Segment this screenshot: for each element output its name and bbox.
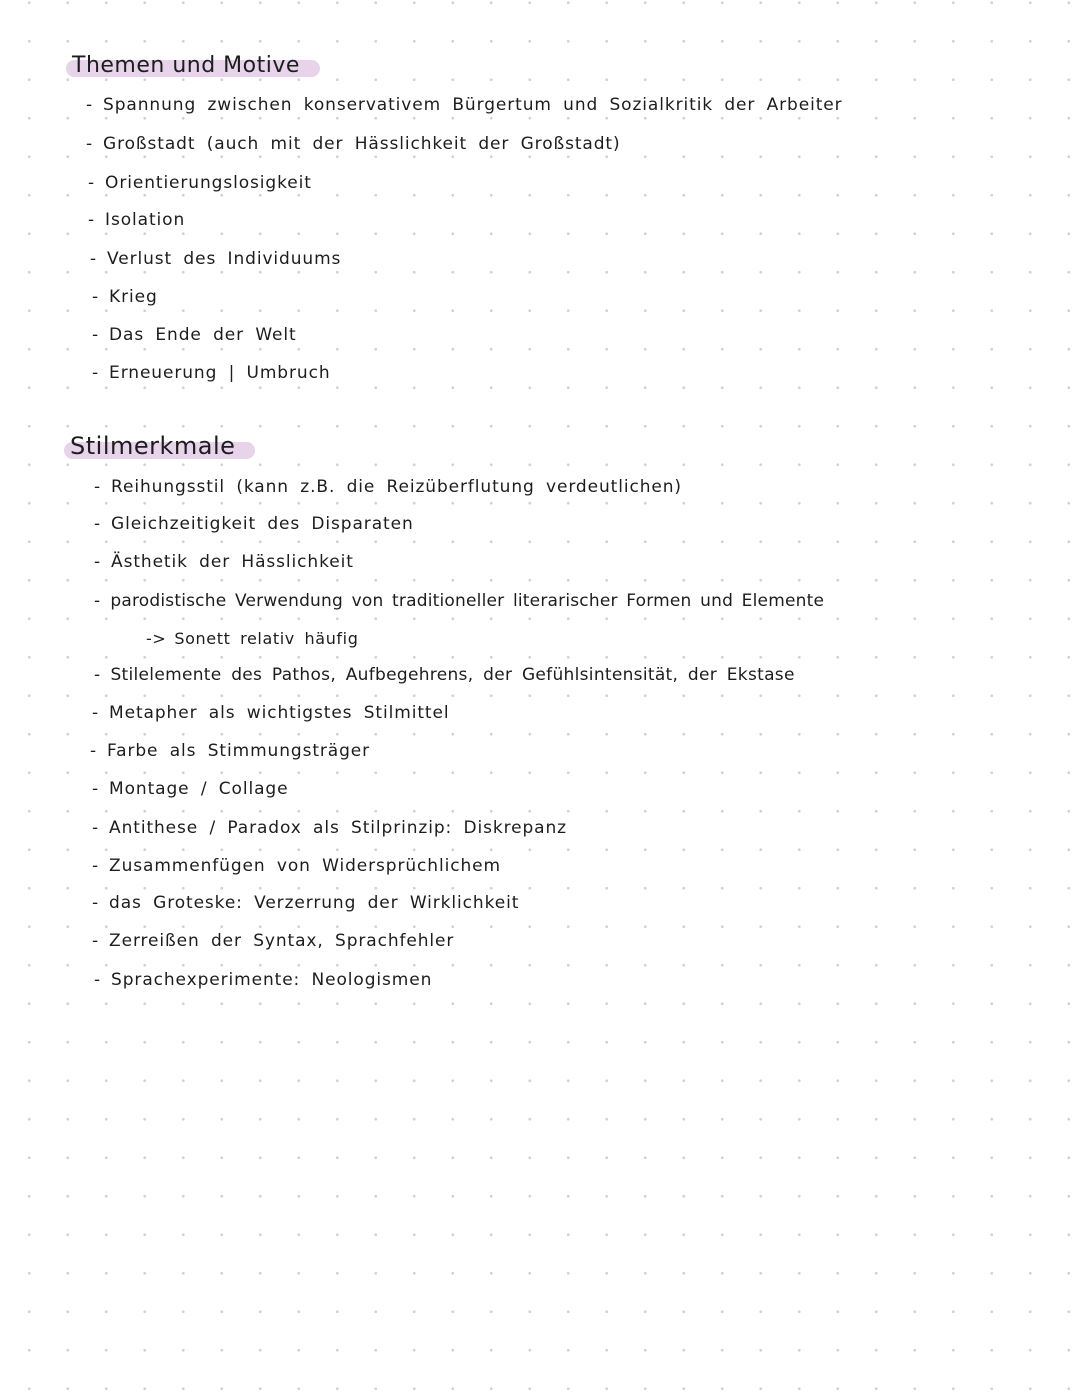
list-item — [92, 703, 449, 723]
sub-note — [146, 629, 358, 648]
bullet-dash: - — [94, 552, 102, 572]
bullet-dash: - — [92, 363, 100, 383]
list-item — [94, 552, 354, 572]
list-item-text: Krieg — [109, 287, 158, 307]
section-heading-stilmerkmale — [64, 432, 255, 460]
list-item-text: Verlust des Individuums — [107, 249, 342, 269]
section-heading-themen — [66, 53, 320, 78]
list-item — [92, 325, 297, 345]
list-item-text: Stilelemente des Pathos, Aufbegehrens, der Gefühlsintensität, der Ekstase — [110, 665, 795, 685]
bullet-dash: - — [92, 779, 100, 799]
list-item — [92, 931, 454, 951]
list-item — [88, 210, 185, 230]
list-item — [86, 95, 843, 115]
list-item-text: Antithese / Paradox als Stilprinzip: Diskrepanz — [109, 818, 567, 838]
bullet-dash: - — [94, 970, 102, 990]
list-item — [90, 741, 370, 761]
bullet-dash: - — [92, 856, 100, 876]
bullet-dash: - — [86, 95, 94, 115]
list-item — [92, 818, 567, 838]
bullet-dash: - — [92, 931, 100, 951]
list-item-text: Metapher als wichtigstes Stilmittel — [109, 703, 450, 723]
list-item — [92, 779, 288, 799]
list-item — [94, 477, 682, 497]
list-item-text: Zerreißen der Syntax, Sprachfehler — [109, 931, 455, 951]
list-item — [86, 134, 621, 154]
bullet-dash: - — [92, 287, 100, 307]
list-item-text: Reihungsstil (kann z.B. die Reizüberflutung verdeutlichen) — [111, 477, 682, 497]
list-item-text: Sprachexperimente: Neologismen — [111, 970, 433, 990]
bullet-dash: - — [94, 591, 101, 611]
list-item-text: parodistische Verwendung von traditioneller literarischer Formen und Elemente — [110, 591, 825, 611]
sub-note-text: Sonett relativ häufig — [174, 629, 359, 648]
bullet-dash: - — [92, 325, 100, 345]
bullet-dash: - — [94, 477, 102, 497]
arrow-icon: -> — [146, 629, 167, 648]
list-item-text: Das Ende der Welt — [109, 325, 297, 345]
list-item-text: Zusammenfügen von Widersprüchlichem — [109, 856, 501, 876]
list-item — [92, 893, 519, 913]
list-item-text: Montage / Collage — [109, 779, 289, 799]
list-item — [94, 591, 824, 611]
bullet-dash: - — [90, 249, 98, 269]
list-item-text: Farbe als Stimmungsträger — [107, 741, 371, 761]
list-item — [94, 514, 414, 534]
bullet-dash: - — [86, 134, 94, 154]
list-item-text: Gleichzeitigkeit des Disparaten — [111, 514, 414, 534]
list-item-text: Orientierungslosigkeit — [105, 173, 312, 193]
list-item-text: Erneuerung | Umbruch — [109, 363, 331, 383]
list-item — [90, 249, 341, 269]
list-item — [92, 363, 331, 383]
list-item — [92, 287, 158, 307]
heading-text: Stilmerkmale — [70, 432, 236, 460]
bullet-dash: - — [92, 703, 100, 723]
list-item — [94, 970, 432, 990]
bullet-dash: - — [94, 665, 101, 685]
list-item — [92, 856, 501, 876]
list-item — [88, 173, 312, 193]
list-item-text: Spannung zwischen konservativem Bürgertum und Sozialkritik der Arbeiter — [103, 95, 843, 115]
bullet-dash: - — [94, 514, 102, 534]
list-item-text: Ästhetik der Hässlichkeit — [111, 552, 354, 572]
bullet-dash: - — [88, 173, 96, 193]
bullet-dash: - — [90, 741, 98, 761]
bullet-dash: - — [88, 210, 96, 230]
list-item-text: das Groteske: Verzerrung der Wirklichkeit — [109, 893, 520, 913]
list-item — [94, 665, 795, 685]
list-item-text: Großstadt (auch mit der Hässlichkeit der Großstadt) — [103, 134, 621, 154]
list-item-text: Isolation — [105, 210, 186, 230]
bullet-dash: - — [92, 818, 100, 838]
bullet-dash: - — [92, 893, 100, 913]
heading-text: Themen und Motive — [72, 53, 300, 78]
